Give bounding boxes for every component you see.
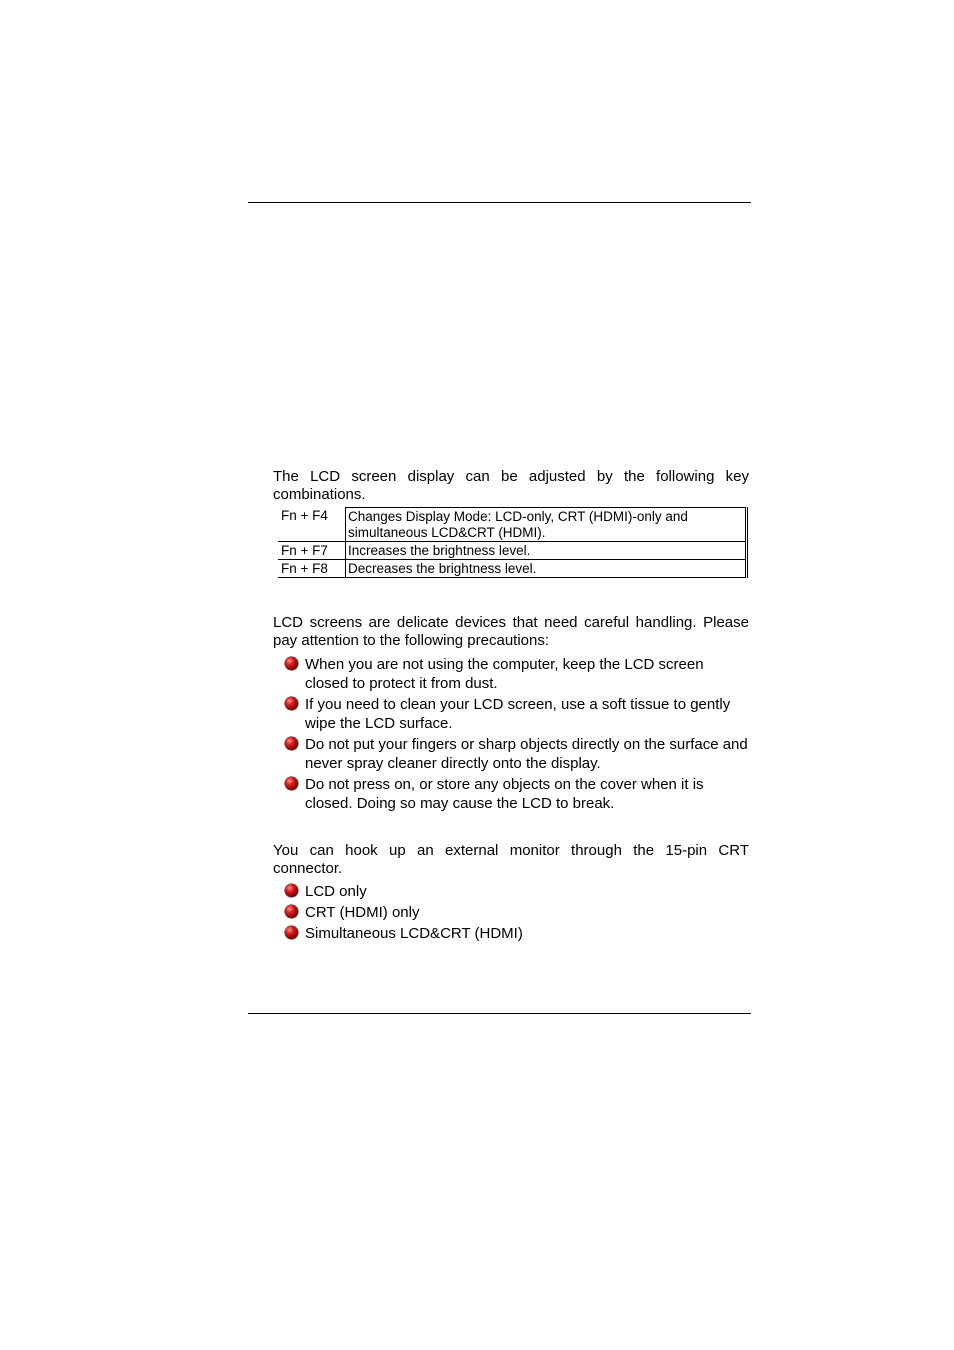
description-cell: Changes Display Mode: LCD-only, CRT (HDMI)-only and simultaneous LCD&CRT (HDMI). bbox=[346, 508, 747, 542]
list-item-text: When you are not using the computer, keep the LCD screen closed to protect it from dust. bbox=[305, 656, 704, 692]
list-item bbox=[285, 695, 749, 733]
red-ball-bullet-icon bbox=[285, 777, 298, 790]
list-item-text: If you need to clean your LCD screen, use a soft tissue to gently wipe the LCD surface. bbox=[305, 696, 731, 732]
table-row bbox=[278, 508, 747, 542]
list-item bbox=[285, 655, 749, 693]
list-item-text: CRT (HDMI) only bbox=[305, 904, 420, 921]
key-combination-table bbox=[278, 507, 748, 578]
care-paragraph: LCD screens are delicate devices that need careful handling. Please pay attention to the following precautions: bbox=[273, 614, 749, 649]
red-ball-bullet-icon bbox=[285, 737, 298, 750]
red-ball-bullet-icon bbox=[285, 905, 298, 918]
list-item bbox=[285, 924, 749, 943]
header-rule bbox=[248, 202, 751, 203]
red-ball-bullet-icon bbox=[285, 884, 298, 897]
intro-paragraph: The LCD screen display can be adjusted by the following key combinations. bbox=[273, 468, 749, 503]
description-cell: Decreases the brightness level. bbox=[346, 560, 747, 578]
table-row bbox=[278, 542, 747, 560]
description-cell: Increases the brightness level. bbox=[346, 542, 747, 560]
care-precautions-list bbox=[285, 655, 749, 815]
list-item bbox=[285, 882, 749, 901]
external-monitor-paragraph: You can hook up an external monitor through the 15-pin CRT connector. bbox=[273, 842, 749, 877]
list-item-text: Do not press on, or store any objects on the cover when it is closed. Doing so may cause the LCD to break. bbox=[305, 776, 704, 812]
key-cell: Fn + F4 bbox=[278, 508, 346, 542]
list-item-text: LCD only bbox=[305, 883, 367, 900]
list-item-text: Do not put your fingers or sharp objects directly on the surface and never spray cleaner directly onto the display. bbox=[305, 736, 748, 772]
list-item bbox=[285, 735, 749, 773]
red-ball-bullet-icon bbox=[285, 657, 298, 670]
footer-rule bbox=[248, 1013, 751, 1014]
key-cell: Fn + F7 bbox=[278, 542, 346, 560]
key-cell: Fn + F8 bbox=[278, 560, 346, 578]
red-ball-bullet-icon bbox=[285, 697, 298, 710]
table-row bbox=[278, 560, 747, 578]
red-ball-bullet-icon bbox=[285, 926, 298, 939]
list-item bbox=[285, 775, 749, 813]
display-modes-list bbox=[285, 882, 749, 945]
list-item bbox=[285, 903, 749, 922]
list-item-text: Simultaneous LCD&CRT (HDMI) bbox=[305, 925, 523, 942]
